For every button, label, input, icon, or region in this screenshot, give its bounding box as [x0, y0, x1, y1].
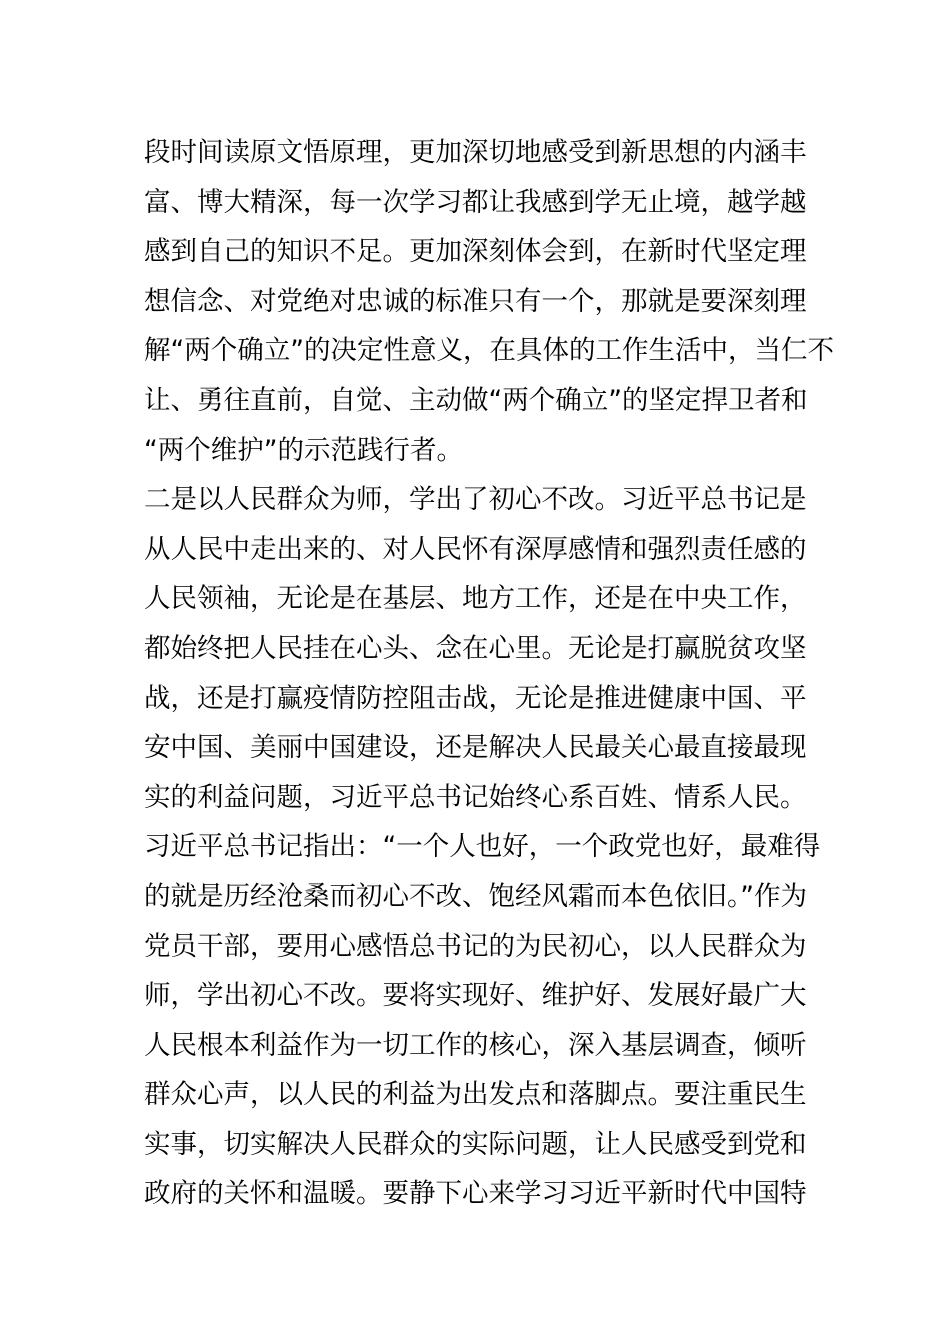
text-line: 党员干部，要用心感悟总书记的为民初心，以人民群众为 — [144, 930, 807, 962]
text-line: 师，学出初心不改。要将实现好、维护好、发展好最广大 — [144, 980, 807, 1012]
text-line: 感到自己的知识不足。更加深刻体会到，在新时代坚定理 — [144, 236, 807, 268]
text-line: 政府的关怀和温暖。要静下心来学习习近平新时代中国特 — [144, 1178, 807, 1210]
text-line: 实事，切实解决人民群众的实际问题，让人民感受到党和 — [144, 1128, 807, 1160]
text-line: 都始终把人民挂在心头、念在心里。无论是打赢脱贫攻坚 — [144, 632, 807, 664]
text-line: 安中国、美丽中国建设，还是解决人民最关心最直接最现 — [144, 732, 807, 764]
text-line: 的就是历经沧桑而初心不改、饱经风霜而本色依旧。”作为 — [144, 880, 807, 912]
text-line: “两个维护”的示范践行者。 — [144, 434, 463, 466]
text-line: 人民领袖，无论是在基层、地方工作，还是在中央工作， — [144, 583, 807, 615]
text-line: 习近平总书记指出：“一个人也好，一个政党也好，最难得 — [144, 831, 821, 863]
text-line: 群众心声，以人民的利益为出发点和落脚点。要注重民生 — [144, 1079, 807, 1111]
text-line: 从人民中走出来的、对人民怀有深厚感情和强烈责任感的 — [144, 533, 807, 565]
text-line: 实的利益问题，习近平总书记始终心系百姓、情系人民。 — [144, 781, 807, 813]
text-line: 解“两个确立”的决定性意义，在具体的工作生活中，当仁不 — [144, 335, 834, 367]
document-body-text — [144, 128, 834, 1219]
text-line: 段时间读原文悟原理，更加深切地感受到新思想的内涵丰 — [144, 137, 807, 168]
text-line: 战，还是打赢疫情防控阻击战，无论是推进健康中国、平 — [144, 682, 807, 714]
text-line: 二是以人民群众为师，学出了初心不改。习近平总书记是 — [144, 484, 807, 516]
text-line: 人民根本利益作为一切工作的核心，深入基层调查，倾听 — [144, 1029, 807, 1061]
text-line: 富、博大精深，每一次学习都让我感到学无止境，越学越 — [144, 186, 807, 218]
text-line: 让、勇往直前，自觉、主动做“两个确立”的坚定捍卫者和 — [144, 384, 808, 416]
text-line: 想信念、对党绝对忠诚的标准只有一个，那就是要深刻理 — [144, 285, 807, 317]
